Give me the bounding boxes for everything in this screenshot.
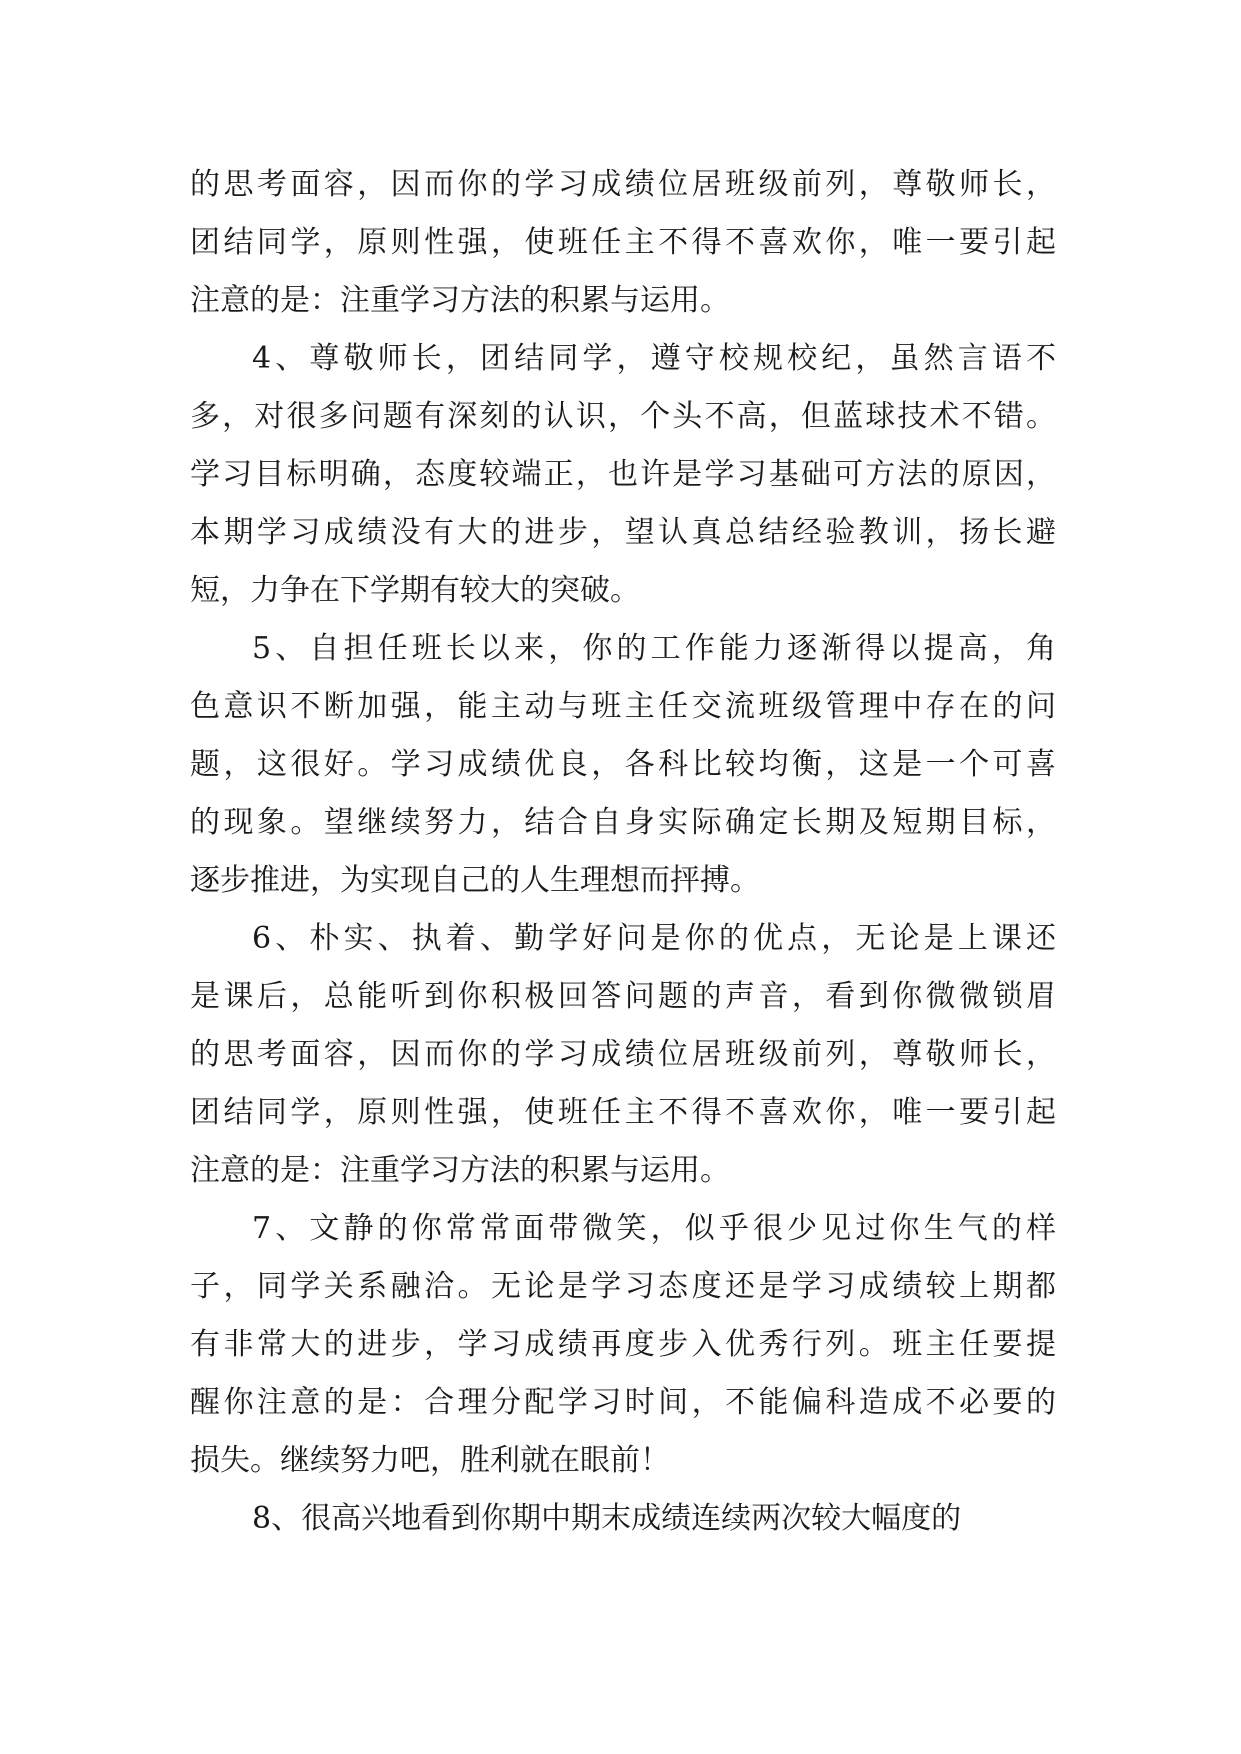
paragraph-6-line-1: 6、朴实、执着、勤学好问是你的优点，无论是上课还: [252, 921, 1056, 956]
paragraph-4-line-4: 本期学习成绩没有大的进步，望认真总结经验教训，扬长避: [190, 515, 1056, 550]
paragraph-8-line-1: 8、很高兴地看到你期中期末成绩连续两次较大幅度的: [252, 1501, 962, 1536]
paragraph-5-line-5: 逐步推进，为实现自己的人生理想而抨搏。: [190, 863, 760, 898]
paragraph-7-line-3: 有非常大的进步，学习成绩再度步入优秀行列。班主任要提: [190, 1327, 1056, 1362]
paragraph-7-line-4: 醒你注意的是：合理分配学习时间，不能偏科造成不必要的: [190, 1385, 1056, 1420]
paragraph-4-line-2: 多，对很多问题有深刻的认识，个头不高，但蓝球技术不错。: [190, 399, 1056, 434]
paragraph-7-line-5: 损失。继续努力吧，胜利就在眼前！: [190, 1443, 670, 1478]
paragraph-4-line-3: 学习目标明确，态度较端正，也许是学习基础可方法的原因，: [190, 457, 1056, 492]
document-page: [190, 156, 1056, 1548]
text-line-2: 团结同学，原则性强，使班任主不得不喜欢你，唯一要引起: [190, 225, 1056, 260]
text-line-3: 注意的是：注重学习方法的积累与运用。: [190, 283, 730, 318]
paragraph-6-line-5: 注意的是：注重学习方法的积累与运用。: [190, 1153, 730, 1188]
paragraph-5-line-2: 色意识不断加强，能主动与班主任交流班级管理中存在的问: [190, 689, 1056, 724]
paragraph-6-line-3: 的思考面容，因而你的学习成绩位居班级前列，尊敬师长，: [190, 1037, 1056, 1072]
paragraph-5-line-1: 5、自担任班长以来，你的工作能力逐渐得以提高，角: [252, 631, 1056, 666]
paragraph-4-line-1: 4、尊敬师长，团结同学，遵守校规校纪，虽然言语不: [252, 341, 1056, 376]
paragraph-5-line-4: 的现象。望继续努力，结合自身实际确定长期及短期目标，: [190, 805, 1056, 840]
text-line-1: 的思考面容，因而你的学习成绩位居班级前列，尊敬师长，: [190, 167, 1056, 202]
paragraph-5-line-3: 题，这很好。学习成绩优良，各科比较均衡，这是一个可喜: [190, 747, 1056, 782]
paragraph-6-line-4: 团结同学，原则性强，使班任主不得不喜欢你，唯一要引起: [190, 1095, 1056, 1130]
paragraph-7-line-2: 子，同学关系融洽。无论是学习态度还是学习成绩较上期都: [190, 1269, 1056, 1304]
paragraph-4-line-5: 短，力争在下学期有较大的突破。: [190, 573, 640, 608]
paragraph-7-line-1: 7、文静的你常常面带微笑，似乎很少见过你生气的样: [252, 1211, 1056, 1246]
paragraph-6-line-2: 是课后，总能听到你积极回答问题的声音，看到你微微锁眉: [190, 979, 1056, 1014]
